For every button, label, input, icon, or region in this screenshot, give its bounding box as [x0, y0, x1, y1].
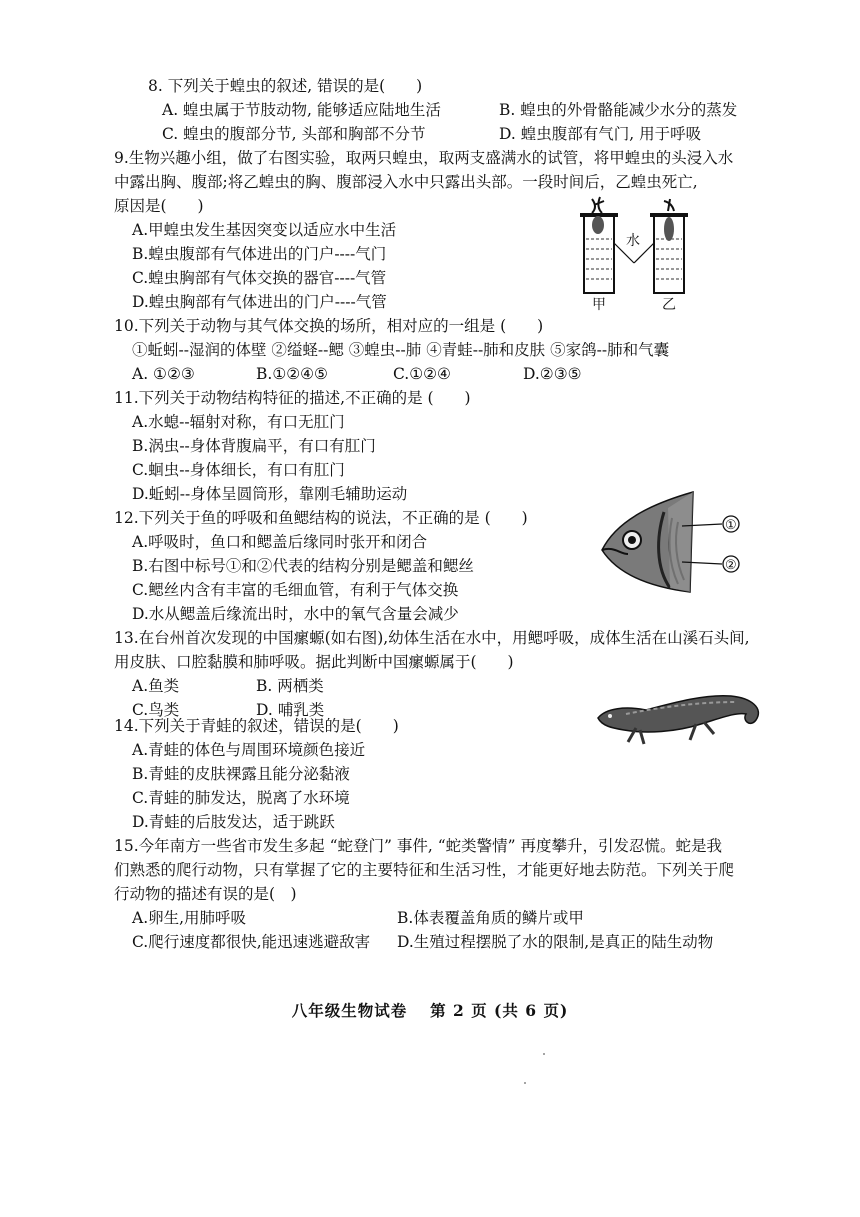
- q11-stem: 11.下列关于动物结构特征的描述,不正确的是 ( ): [114, 389, 471, 407]
- q14-option-c: C.青蛙的肺发达，脱离了水环境: [132, 789, 350, 807]
- q9-option-d: D.蝗虫胸部有气体进出的门户----气管: [132, 293, 387, 311]
- grasshopper-jia-icon: [592, 197, 604, 213]
- q8-stem: 8. 下列关于蝗虫的叙述, 错误的是( ): [148, 77, 423, 95]
- q12-option-d: D.水从鳃盖后缘流出时，水中的氧气含量会减少: [132, 605, 459, 623]
- q13-stem-line1: 13.在台州首次发现的中国瘰螈(如右图),幼体生活在水中，用鳃呼吸，成体生活在山溪石头间,: [114, 629, 750, 647]
- q15-option-a: A.卵生,用肺呼吸: [132, 909, 247, 927]
- q11-option-d: D.蚯蚓--身体呈圆筒形，靠刚毛辅助运动: [132, 485, 408, 503]
- q15-stem-line3: 行动物的描述有误的是( ): [114, 885, 297, 903]
- q13-option-c: C.鸟类: [132, 701, 180, 719]
- q14-stem: 14.下列关于青蛙的叙述，错误的是( ): [114, 717, 399, 735]
- q15-option-d: D.生殖过程摆脱了水的限制,是真正的陆生动物: [397, 933, 714, 951]
- q8-option-d: D. 蝗虫腹部有气门, 用于呼吸: [499, 125, 702, 143]
- test-tube-experiment-figure: [570, 195, 705, 313]
- q15-stem-line1: 15.今年南方一些省市发生多起 “蛇登门” 事件, “蛇类警情” 再度攀升，引发忍慌。蛇是我: [114, 837, 722, 855]
- fish-label-1: ①: [725, 518, 737, 533]
- q12-option-c: C.鳃丝内含有丰富的毛细血管，有利于气体交换: [132, 581, 459, 599]
- q9-stem-line3: 原因是( ): [114, 197, 204, 215]
- scan-speck: [524, 1082, 526, 1084]
- q14-option-d: D.青蛙的后肢发达，适于跳跃: [132, 813, 335, 831]
- grasshopper-yi-icon: [664, 199, 674, 211]
- q15-stem-line2: 们熟悉的爬行动物，只有掌握了它的主要特征和生活习性，才能更好地去防范。下列关于爬: [114, 861, 735, 879]
- q9-option-a: A.甲蝗虫发生基因突变以适应水中生活: [132, 221, 397, 239]
- q12-option-b: B.右图中标号①和②代表的结构分别是鳃盖和鳃丝: [132, 557, 474, 575]
- water-label: 水: [626, 233, 640, 249]
- q13-stem-line2: 用皮肤、口腔黏膜和肺呼吸。据此判断中国瘰螈属于( ): [114, 653, 514, 671]
- q8-option-c: C. 蝗虫的腹部分节, 头部和胸部不分节: [162, 125, 426, 143]
- q14-option-a: A.青蛙的体色与周围环境颜色接近: [132, 741, 366, 759]
- q15-option-c: C.爬行速度都很快,能迅速逃避敌害: [132, 933, 371, 951]
- q8-option-b: B. 蝗虫的外骨骼能减少水分的蒸发: [499, 101, 738, 119]
- q15-option-b: B.体表覆盖角质的鳞片或甲: [397, 909, 584, 927]
- q9-option-c: C.蝗虫胸部有气体交换的器官----气管: [132, 269, 387, 287]
- q10-items: ①蚯蚓--湿润的体壁 ②缢蛏--鳃 ③蝗虫--肺 ④青蛙--肺和皮肤 ⑤家鸽--肺和气囊: [132, 341, 670, 359]
- q10-option-d: D.②③⑤: [523, 365, 582, 383]
- q9-stem-line2: 中露出胸、腹部;将乙蝗虫的胸、腹部浸入水中只露出头部。一段时间后，乙蝗虫死亡,: [114, 173, 698, 191]
- q13-option-b: B. 两栖类: [256, 677, 324, 695]
- q8-option-a: A. 蝗虫属于节肢动物, 能够适应陆地生活: [162, 101, 441, 119]
- q13-option-d: D. 哺乳类: [256, 701, 325, 719]
- q10-option-a: A. ①②③: [132, 365, 195, 383]
- q11-option-a: A.水螅--辐射对称，有口无肛门: [132, 413, 345, 431]
- q10-option-b: B.①②④⑤: [256, 365, 328, 383]
- q13-option-a: A.鱼类: [132, 677, 180, 695]
- q9-stem-line1: 9.生物兴趣小组，做了右图实验，取两只蝗虫，取两支盛满水的试管，将甲蝗虫的头浸入水: [114, 149, 734, 167]
- scan-speck: [543, 1053, 545, 1055]
- q10-option-c: C.①②④: [393, 365, 451, 383]
- jia-label: 甲: [592, 297, 606, 313]
- fish-label-2: ②: [725, 558, 737, 573]
- yi-label: 乙: [662, 297, 676, 313]
- q12-option-a: A.呼吸时，鱼口和鳃盖后缘同时张开和闭合: [132, 533, 428, 551]
- fish-gill-figure: [598, 488, 748, 600]
- q11-option-b: B.涡虫--身体背腹扁平，有口有肛门: [132, 437, 376, 455]
- q12-stem: 12.下列关于鱼的呼吸和鱼鳃结构的说法，不正确的是 ( ): [114, 509, 528, 527]
- q10-stem: 10.下列关于动物与其气体交换的场所，相对应的一组是 ( ): [114, 317, 544, 335]
- page-footer: 八年级生物试卷 第 2 页 (共 6 页): [291, 1001, 569, 1020]
- q11-option-c: C.蛔虫--身体细长，有口有肛门: [132, 461, 345, 479]
- q9-option-b: B.蝗虫腹部有气体进出的门户----气门: [132, 245, 387, 263]
- q14-option-b: B.青蛙的皮肤裸露且能分泌黏液: [132, 765, 350, 783]
- salamander-figure: [596, 680, 771, 750]
